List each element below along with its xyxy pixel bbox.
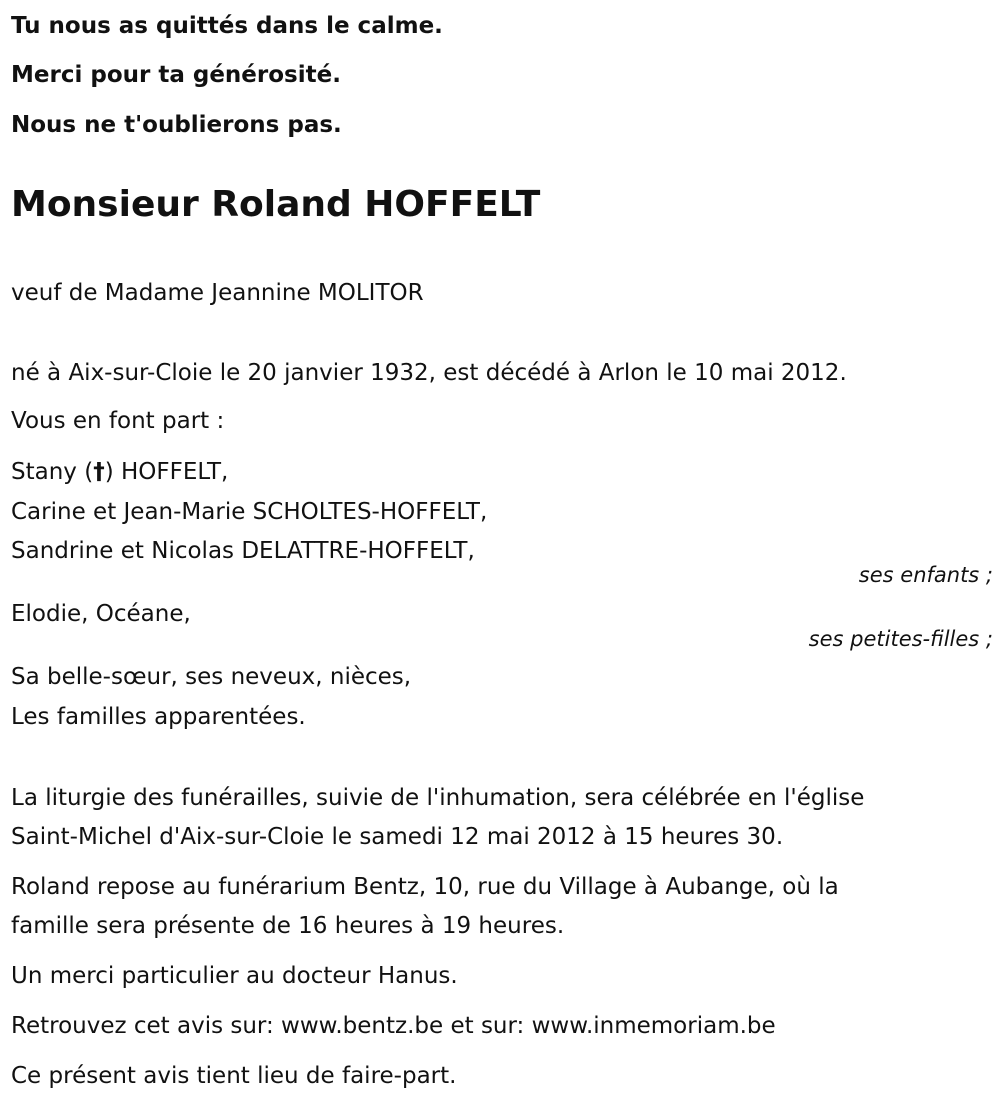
child-line-1 [11,458,228,486]
child-line-2: Carine et Jean-Marie SCHOLTES-HOFFELT, [11,499,488,525]
child-first-surname: ) HOFFELT, [104,459,229,485]
child-line-3: Sandrine et Nicolas DELATTRE-HOFFELT, [11,538,475,564]
funeral-home-line-1: Roland repose au funérarium Bentz, 10, rue du Village à Aubange, où la [11,874,839,900]
funeral-home-line-2: famille sera présente de 16 heures à 19 heures. [11,913,565,939]
announcement-intro: Vous en font part : [11,408,225,434]
granddaughters-role: ses petites-filles ; [808,627,993,651]
closing-line: Ce présent avis tient lieu de faire-part. [11,1063,457,1089]
poem-line-3: Nous ne t'oublierons pas. [11,112,342,138]
thanks-line: Un merci particulier au docteur Hanus. [11,963,458,989]
child-first-name: Stany ( [11,459,94,485]
granddaughters-names: Elodie, Océane, [11,601,191,627]
websites-line: Retrouvez cet avis sur: www.bentz.be et sur: www.inmemoriam.be [11,1013,776,1039]
cross-icon: † [93,459,105,485]
deceased-name: Monsieur Roland HOFFELT [11,184,541,225]
ceremony-line-1: La liturgie des funérailles, suivie de l'inhumation, sera célébrée en l'église [11,785,865,811]
relatives-line-2: Les familles apparentées. [11,704,306,730]
poem-line-1: Tu nous as quittés dans le calme. [11,13,443,39]
spouse-line: veuf de Madame Jeannine MOLITOR [11,280,424,306]
children-role: ses enfants ; [858,563,993,587]
relatives-line-1: Sa belle-sœur, ses neveux, nièces, [11,664,412,690]
poem-line-2: Merci pour ta générosité. [11,62,341,88]
birth-death-line: né à Aix-sur-Cloie le 20 janvier 1932, est décédé à Arlon le 10 mai 2012. [11,360,847,386]
ceremony-line-2: Saint-Michel d'Aix-sur-Cloie le samedi 12 mai 2012 à 15 heures 30. [11,824,784,850]
